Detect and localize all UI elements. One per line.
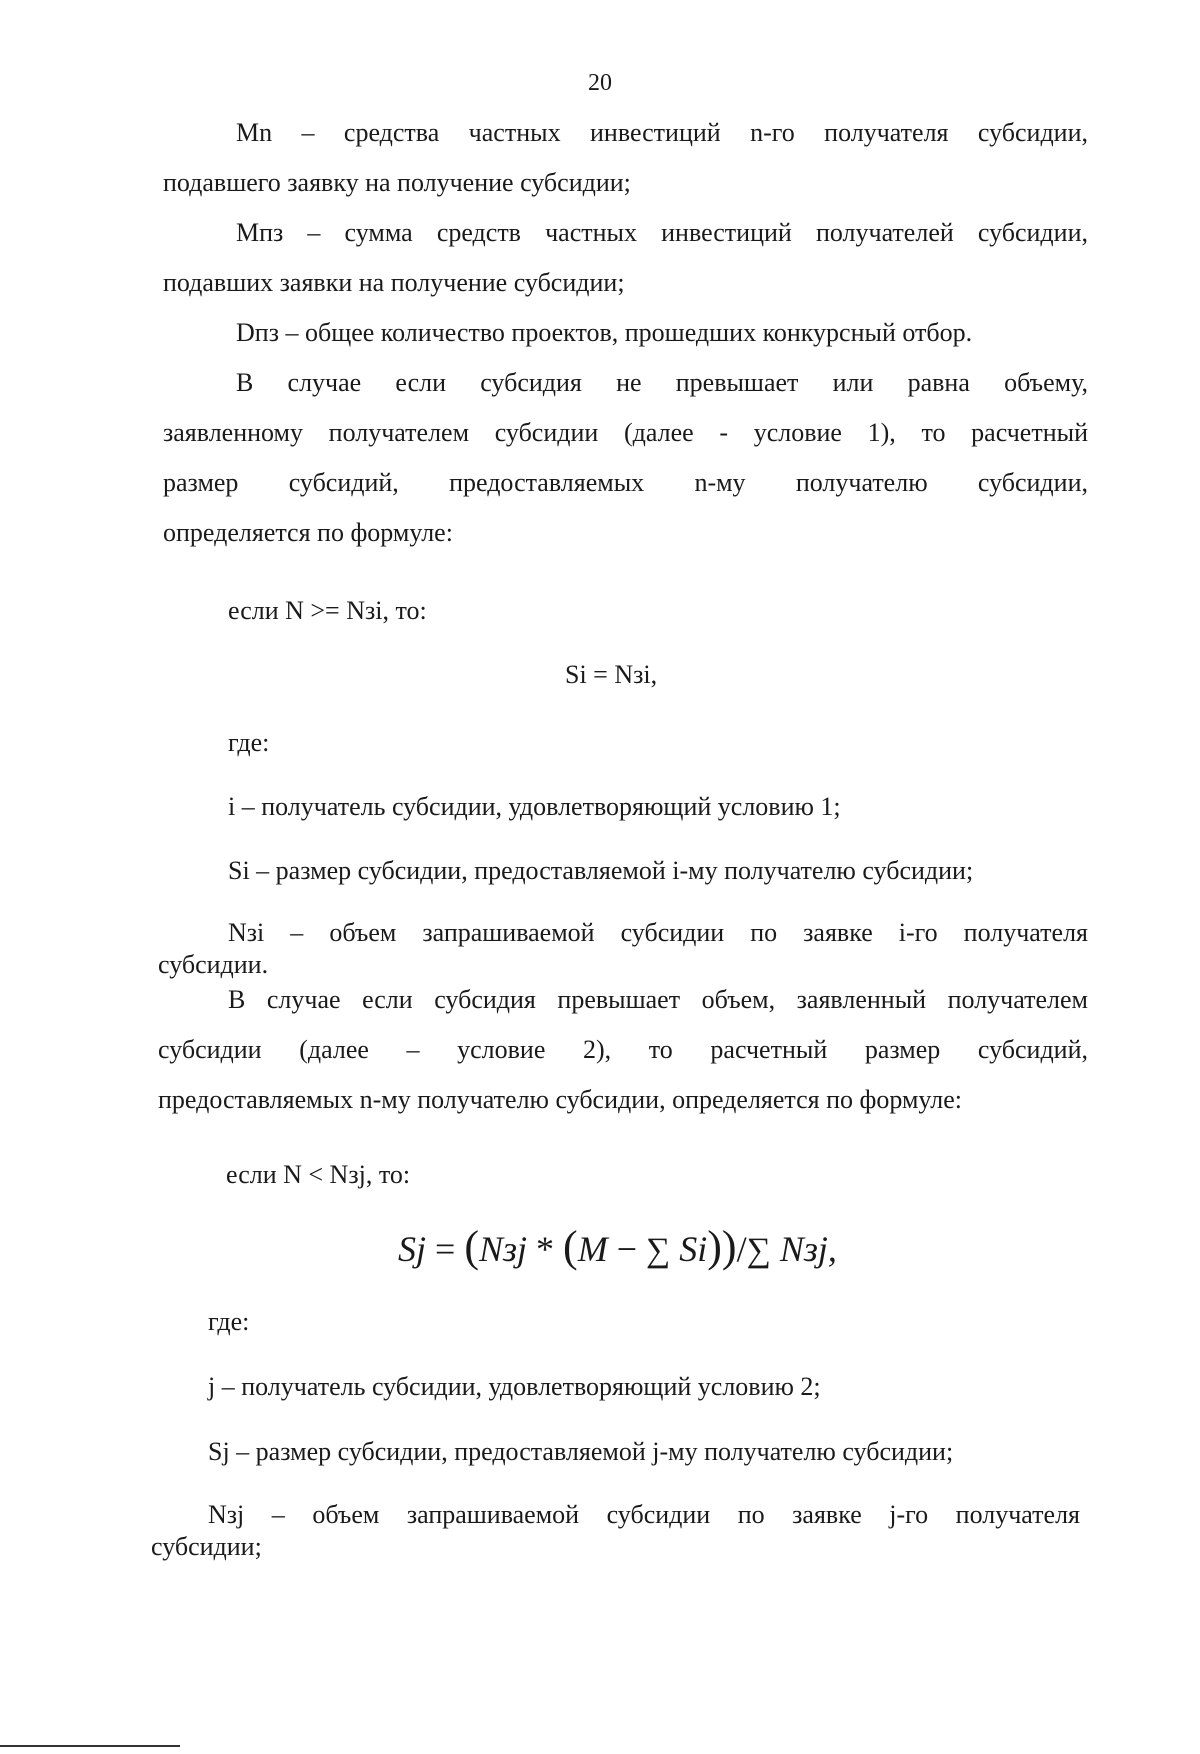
text-line: Mn – средства частных инвестиций n-го получателя субсидии,	[236, 118, 1088, 147]
text-line: где:	[228, 728, 270, 757]
definition-line: Nзj – объем запрашиваемой субсидии по заявке j-го получателя	[208, 1500, 1080, 1529]
text-line: заявленному получателем субсидии (далее - условие 1), то расчетный	[163, 418, 1088, 447]
definition-line: Si – размер субсидии, предоставляемой i-му получателю субсидии;	[228, 856, 974, 885]
formula-si: Si	[670, 1229, 708, 1269]
formula-minus: −	[607, 1229, 647, 1269]
footer-rule	[0, 1745, 180, 1747]
formula-open-paren: (	[464, 1222, 479, 1271]
definition-line: субсидии;	[151, 1532, 262, 1561]
formula-close-paren: ))	[707, 1222, 737, 1271]
sum-icon: ∑	[646, 1232, 671, 1269]
formula-equals: =	[426, 1229, 465, 1269]
text-line: В случае если субсидия не превышает или равна объему,	[236, 368, 1088, 397]
definition-line: Sj – размер субсидии, предоставляемой j-му получателю субсидии;	[208, 1437, 954, 1466]
text-line: предоставляемых n-му получателю субсидии, определяется по формуле:	[158, 1085, 963, 1114]
formula-2	[398, 1222, 837, 1271]
text-line: размер субсидий, предоставляемых n-му получателю субсидии,	[163, 468, 1088, 497]
definition-line: Nзi – объем запрашиваемой субсидии по заявке i-го получателя	[228, 918, 1088, 947]
formula-m: M	[577, 1229, 608, 1269]
formula-slash: /	[736, 1229, 747, 1269]
text-line: подавшего заявку на получение субсидии;	[163, 168, 631, 197]
formula-nzj: Nзj	[478, 1229, 528, 1269]
sum-icon: ∑	[746, 1232, 771, 1269]
condition-text: если N >= Nзi, то:	[228, 596, 427, 625]
page-number: 20	[588, 70, 612, 96]
condition-text: если N < Nзj, то:	[226, 1160, 411, 1189]
text-line: определяется по формуле:	[163, 518, 453, 547]
text-line: В случае если субсидия превышает объем, заявленный получателем	[228, 985, 1088, 1014]
formula-nzj-denominator: Nзj,	[770, 1229, 837, 1269]
text-line: где:	[208, 1307, 250, 1336]
formula-lhs: Sj	[398, 1229, 427, 1269]
formula-1: Si = Nзi,	[565, 660, 658, 689]
definition-line: j – получатель субсидии, удовлетворяющий условию 2;	[208, 1372, 821, 1401]
text-line: Mпз – сумма средств частных инвестиций получателей субсидии,	[236, 218, 1088, 247]
definition-line: субсидии.	[158, 950, 269, 979]
text-line: подавших заявки на получение субсидии;	[163, 268, 625, 297]
formula-star: *	[527, 1229, 564, 1269]
text-line: Dпз – общее количество проектов, прошедших конкурсный отбор.	[236, 318, 973, 347]
formula-open-paren: (	[563, 1222, 578, 1271]
text-line: субсидии (далее – условие 2), то расчетный размер субсидий,	[158, 1035, 1088, 1064]
definition-line: i – получатель субсидии, удовлетворяющий условию 1;	[228, 792, 841, 821]
